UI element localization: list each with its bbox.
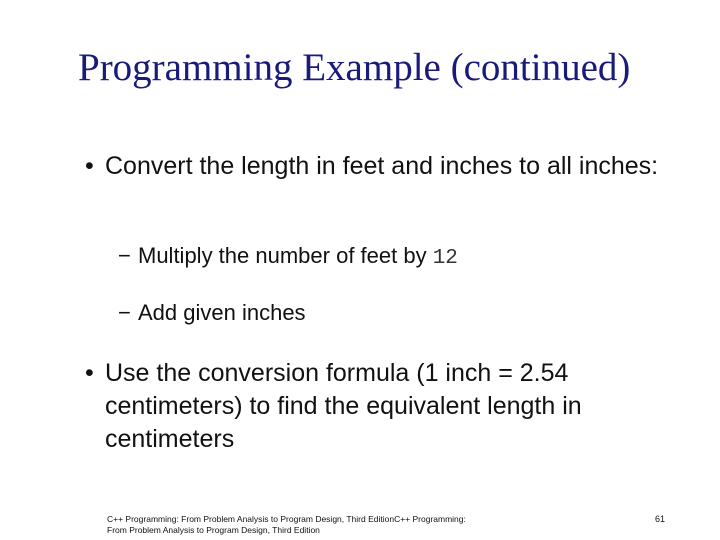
slide-title: Programming Example (continued) xyxy=(78,46,631,89)
bullet-marker: • xyxy=(85,152,94,180)
sub-bullet-text: Add given inches xyxy=(138,300,306,325)
bullet-text: Convert the length in feet and inches to all inches: xyxy=(105,152,659,180)
slide-footer: C++ Programming: From Problem Analysis to Program Design, Third EditionC++ Programming: From Problem Analysis to Program Design, Third Edition xyxy=(107,514,466,535)
sub-bullet-label: Multiply the number of feet by xyxy=(138,243,433,268)
bullet-marker: • xyxy=(85,359,94,387)
sub-bullet-marker: − xyxy=(118,243,131,268)
bullet-text: Use the conversion formula (1 inch = 2.54 centimeters) to find the equivalent length in centimeters xyxy=(105,359,582,453)
sub-bullet-text xyxy=(138,242,458,273)
code-literal: 12 xyxy=(432,247,458,270)
sub-bullet-marker: − xyxy=(118,300,131,325)
page-number: 61 xyxy=(655,514,666,524)
